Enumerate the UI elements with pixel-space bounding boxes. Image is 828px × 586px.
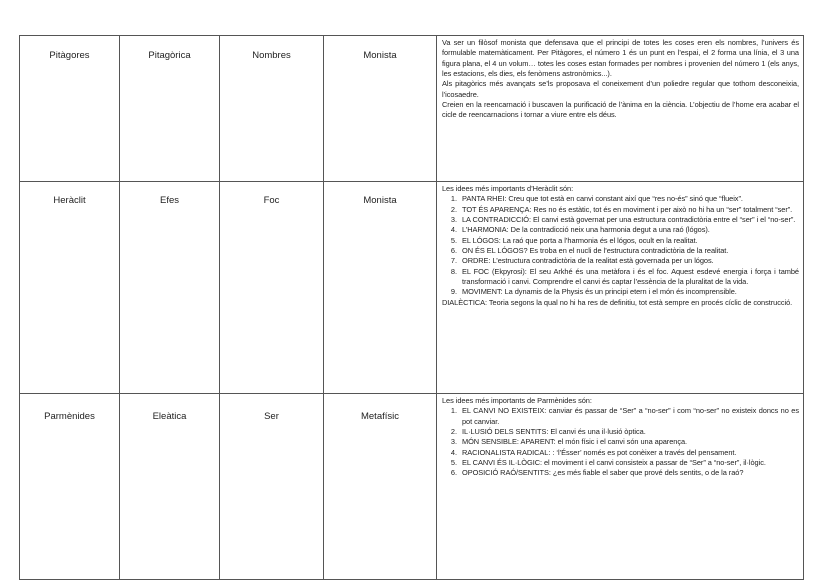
ideas-list bbox=[442, 406, 799, 478]
paragraph: Creien en la reencarnació i buscaven la purificació de l’ànima en la ciència. L’objectiu de l’home era acabar el cicle de reencarnacions i tornar a viure entre els déus. bbox=[442, 100, 799, 120]
table-row-heraclit bbox=[20, 182, 804, 394]
list-item: 9. MOVIMENT: La dynamis de la Physis és un principi etern i el món és incomprensible. bbox=[459, 287, 799, 297]
list-item: 5. EL CANVI ÉS IL·LÒGIC: el moviment i el canvi consisteix a passar de “Ser” a “no-ser”, il·lògic. bbox=[459, 458, 799, 468]
philosopher-cell: Heràclit bbox=[20, 182, 120, 394]
description-cell bbox=[437, 394, 804, 580]
list-item: 6. ON ÉS EL LÓGOS? Es troba en el nucli de l’estructura contradictòria de la realitat. bbox=[459, 246, 799, 256]
paragraph: Als pitagòrics més avançats se’ls proposava el coneixement d’un poliedre regular que tothom desconeixia, l’icosaedre. bbox=[442, 79, 799, 99]
arkhe-cell: Nombres bbox=[220, 36, 324, 182]
list-item: 7. ORDRE: L’estructura contradictòria de la realitat està governada per un lógos. bbox=[459, 256, 799, 266]
type-cell: Monista bbox=[324, 182, 437, 394]
list-item: 1. EL CANVI NO EXISTEIX: canviar és passar de “Ser” a “no-ser” i com “no-ser” no existeix doncs no es pot canviar. bbox=[459, 406, 799, 427]
list-item: 1. PANTA RHEI: Creu que tot està en canvi constant així que “res no-és” sinó que “flueix”. bbox=[459, 194, 799, 204]
outro-text: DIALÈCTICA: Teoria segons la qual no hi ha res de definitiu, tot està sempre en procés cíclic de construcció. bbox=[442, 297, 793, 307]
description-cell bbox=[437, 36, 804, 182]
philosopher-cell: Pitàgores bbox=[20, 36, 120, 182]
school-cell: Efes bbox=[120, 182, 220, 394]
ideas-list bbox=[442, 194, 799, 297]
list-item: 8. EL FOC (Ekpyrosi): El seu Arkhé és una metàfora i és el foc. Aquest esdevé energia i força i també transformació i canvi. Comprendre el canvi és captar l’essència de la pluralitat de la vida. bbox=[459, 267, 799, 288]
arkhe-cell: Ser bbox=[220, 394, 324, 580]
list-item: 6. OPOSICIÓ RAÓ/SENTITS: ¿es més fiable el saber que prové dels sentits, o de la raó? bbox=[459, 468, 799, 478]
list-item: 4. RACIONALISTA RADICAL: : ‘l’Ésser’ només es pot conèixer a través del pensament. bbox=[459, 448, 799, 458]
arkhe-cell: Foc bbox=[220, 182, 324, 394]
list-item: 5. EL LÓGOS: La raó que porta a l’harmonia és el lógos, ocult en la realitat. bbox=[459, 236, 799, 246]
list-item: 3. LA CONTRADICCIÓ: El canvi està governat per una estructura contradictòria entre el “ser” i el “no-ser”. bbox=[459, 215, 799, 225]
type-cell: Monista bbox=[324, 36, 437, 182]
intro-text: Les idees més importants d’Heràclit són: bbox=[442, 184, 574, 193]
school-cell: Eleàtica bbox=[120, 394, 220, 580]
table-row-parmenides bbox=[20, 394, 804, 580]
philosopher-cell: Parmènides bbox=[20, 394, 120, 580]
description-cell bbox=[437, 182, 804, 394]
list-item: 4. L’HARMONIA: De la contradicció neix una harmonia degut a una raó (lógos). bbox=[459, 225, 799, 235]
list-item: 2. TOT ÉS APARENÇA: Res no és estàtic, tot és en moviment i per això no hi ha un “ser” totalment “ser”. bbox=[459, 205, 799, 215]
paragraph: Va ser un filòsof monista que defensava que el principi de totes les coses eren els nombres, l’univers és formulable matemàticament. Per Pitàgores, el número 1 és un punt en l’espai, el 2 forma una línia, el 3 una figura plana, el 4 un volum… totes les coses estan formades per nombres i provenien del número 1 (els anys, les estacions, els dies, els fenòmens astronòmics...). bbox=[442, 38, 799, 79]
list-item: 3. MÓN SENSIBLE: APARENT: el món físic i el canvi són una aparença. bbox=[459, 437, 799, 447]
intro-text: Les idees més importants de Parmènides són: bbox=[442, 396, 592, 405]
school-cell: Pitagòrica bbox=[120, 36, 220, 182]
table-row-pitagores bbox=[20, 36, 804, 182]
type-cell: Metafísic bbox=[324, 394, 437, 580]
list-item: 2. IL·LUSIÓ DELS SENTITS: El canvi és una il·lusió òptica. bbox=[459, 427, 799, 437]
philosophers-table bbox=[19, 35, 804, 580]
